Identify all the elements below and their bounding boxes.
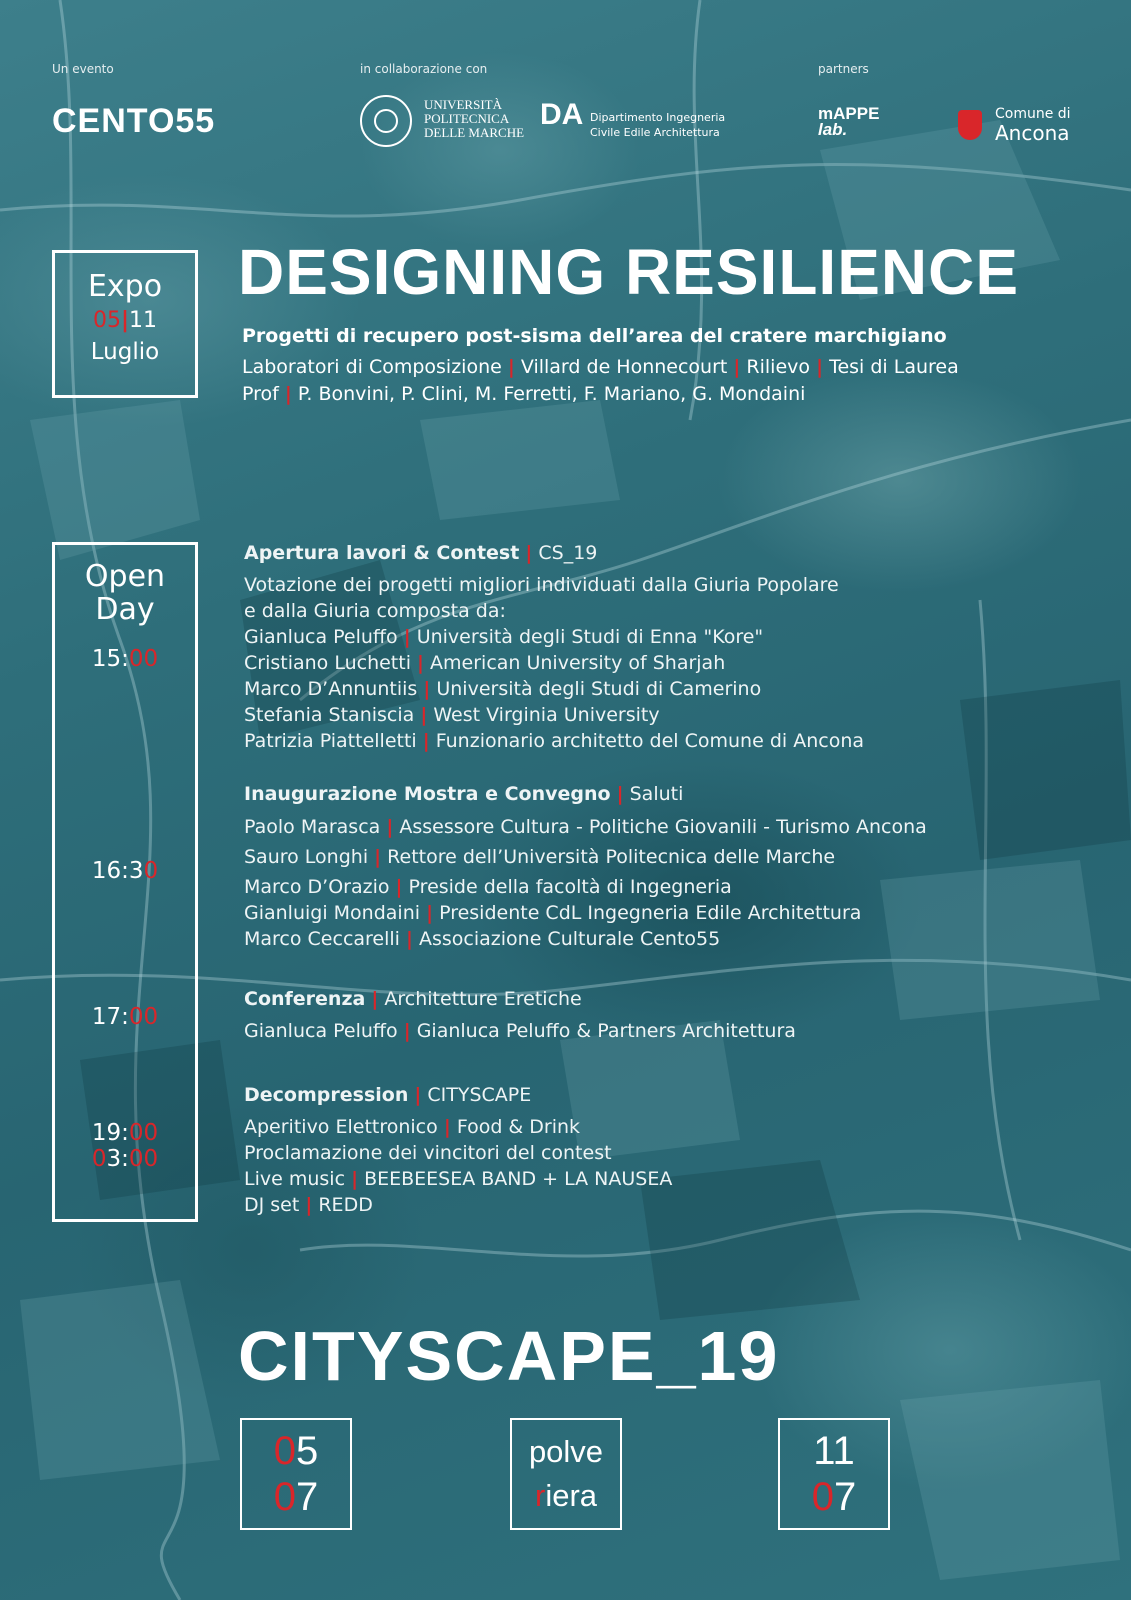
jury-row: Stefania Staniscia | West Virginia University	[244, 704, 660, 726]
decompression-row: Proclamazione dei vincitori del contest	[244, 1142, 612, 1164]
contest-desc-2: e dalla Giuria composta da:	[244, 600, 506, 622]
openday-label: Open Day	[84, 559, 166, 627]
decompression-row: DJ set | REDD	[244, 1194, 373, 1216]
jury-row: Marco D’Annuntiis | Università degli Studi di Camerino	[244, 678, 762, 700]
dicea-logo-icon: DA	[540, 98, 584, 131]
time-1900: 19:00	[91, 1120, 159, 1146]
end-date-box: 11 07	[778, 1418, 890, 1530]
time-1630: 16:30	[91, 858, 159, 884]
univpm-name: UNIVERSITÀ POLITECNICA DELLE MARCHE	[424, 97, 525, 140]
expo-month: Luglio	[90, 339, 160, 365]
prof-line: Prof | P. Bonvini, P. Clini, M. Ferretti, F. Mariano, G. Mondaini	[242, 383, 806, 405]
decompression-row: Live music | BEEBEESEA BAND + LA NAUSEA	[244, 1168, 673, 1190]
time-1500: 15:00	[91, 646, 159, 672]
expo-box	[52, 250, 198, 398]
partners-label: partners	[818, 62, 869, 76]
speaker-row: Sauro Longhi | Rettore dell’Università Politecnica delle Marche	[244, 846, 836, 868]
univpm-seal-icon	[360, 95, 412, 147]
section-inaugurazione-head: Inaugurazione Mostra e Convegno | Saluti	[244, 783, 684, 805]
speaker-row: Gianluigi Mondaini | Presidente CdL Ingegneria Edile Architettura	[244, 902, 862, 924]
start-date-box: 05 07	[240, 1418, 352, 1530]
speaker-row: Marco Ceccarelli | Associazione Culturale Cento55	[244, 928, 721, 950]
main-title: DESIGNING RESILIENCE	[238, 236, 1019, 308]
program	[244, 540, 1124, 1220]
jury-row: Cristiano Luchetti | American University of Sharjah	[244, 652, 726, 674]
expo-label: Expo	[87, 269, 163, 304]
dicea-name: Dipartimento Ingegneria Civile Edile Architettura	[590, 111, 726, 139]
jury-row: Patrizia Piattelletti | Funzionario architetto del Comune di Ancona	[244, 730, 865, 752]
cityscape-title: CITYSCAPE_19	[238, 1317, 780, 1395]
mappe-lab-logo: mAPPE lab.	[818, 104, 880, 139]
section-contest-head: Apertura lavori & Contest | CS_19	[244, 542, 598, 564]
venue-box: polve riera	[510, 1418, 622, 1530]
labs-line: Laboratori di Composizione | Villard de Honnecourt | Rilievo | Tesi di Laurea	[242, 356, 959, 378]
event-label: Un evento	[52, 62, 114, 76]
speaker-row: Marco D’Orazio | Preside della facoltà di Ingegneria	[244, 876, 732, 898]
decompression-row: Aperitivo Elettronico | Food & Drink	[244, 1116, 581, 1138]
cento55-logo: CENTO55	[52, 102, 216, 140]
section-decompression-head: Decompression | CITYSCAPE	[244, 1084, 532, 1106]
jury-row: Gianluca Peluffo | Università degli Studi di Enna "Kore"	[244, 626, 764, 648]
collab-label: in collaborazione con	[360, 62, 488, 76]
comune-name: Comune di Ancona	[995, 106, 1071, 145]
time-1700: 17:00	[91, 1004, 159, 1030]
contest-desc-1: Votazione dei progetti migliori individuati dalla Giuria Popolare	[244, 574, 839, 596]
main-subtitle: Progetti di recupero post-sisma dell’area del cratere marchigiano	[242, 325, 947, 347]
speaker-row: Paolo Marasca | Assessore Cultura - Politiche Giovanili - Turismo Ancona	[244, 816, 927, 838]
section-conferenza-head: Conferenza | Architetture Eretiche	[244, 988, 582, 1010]
speaker-row: Gianluca Peluffo | Gianluca Peluffo & Partners Architettura	[244, 1020, 796, 1042]
expo-dates: 05|11	[92, 308, 158, 333]
ancona-crest-icon	[958, 110, 982, 140]
time-0300: 03:00	[91, 1146, 159, 1172]
